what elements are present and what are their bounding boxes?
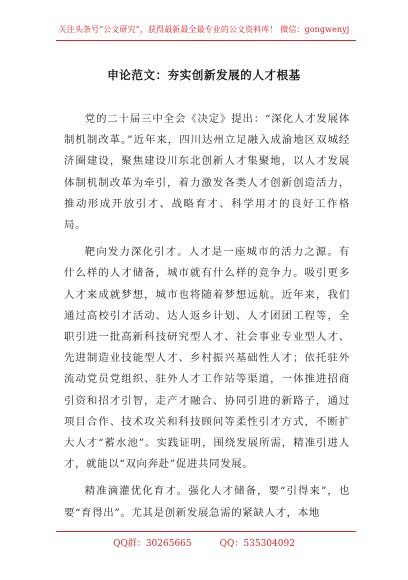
body-paragraph: 精准滴灌优化育才。强化人才储备，要“引得来”，也要“育得出”。尤其是创新发展急需的紧缺人才，本地 [64, 485, 350, 519]
header-banner: 关注头条号“公文研究”，获得最新最全最专业的公文资料库！ 微信：gongwenyj [58, 25, 350, 34]
document-title: 申论范文：夯实创新发展的人才根基 [107, 68, 301, 82]
body-paragraph: 党的二十届三中全会《决定》提出：“深化人才发展体制机制改革。”近年来，四川达州立足融入成渝地区双城经济圈建设，聚焦建设川东北创新人才集聚地，以人才发展体制机制改革为牵引，着力激发各类人才创新创造活力，推动形成开放引才、战略育才、科学用才的良好工作格局。 [64, 113, 350, 232]
footer-divider [56, 531, 356, 532]
footer-contact [0, 536, 408, 549]
footer-qq-group: QQ群：30265665 [113, 539, 192, 549]
footer-qq: QQ：535304092 [219, 539, 295, 549]
body-paragraph: 靶向发力深化引才。人才是一座城市的活力之源。有什么样的人才储备，城市就有什么样的竞争力。吸引更多人才来成就梦想，城市也将随着梦想远航。近年来，我们通过高校引才活动、达人返乡计划、人才团团工程等，全职引进一批高新科技研究型人才、社会事业专业型人才、先进制造业技能型人才、乡村振兴基础性人才；依托驻外流动党员党组织、驻外人才工作站等渠道，一体推进招商引资和招才引智，走产才融合、协同引进的新路子，通过项目合作、技术攻关和科技顾问等柔性引才方式，不断扩大人才“蓄水池”。实践证明，围绕发展所需，精准引进人才，就能以“双向奔赴”促进共同发展。 [64, 246, 350, 471]
document-body [64, 109, 350, 524]
header-divider [56, 40, 356, 41]
